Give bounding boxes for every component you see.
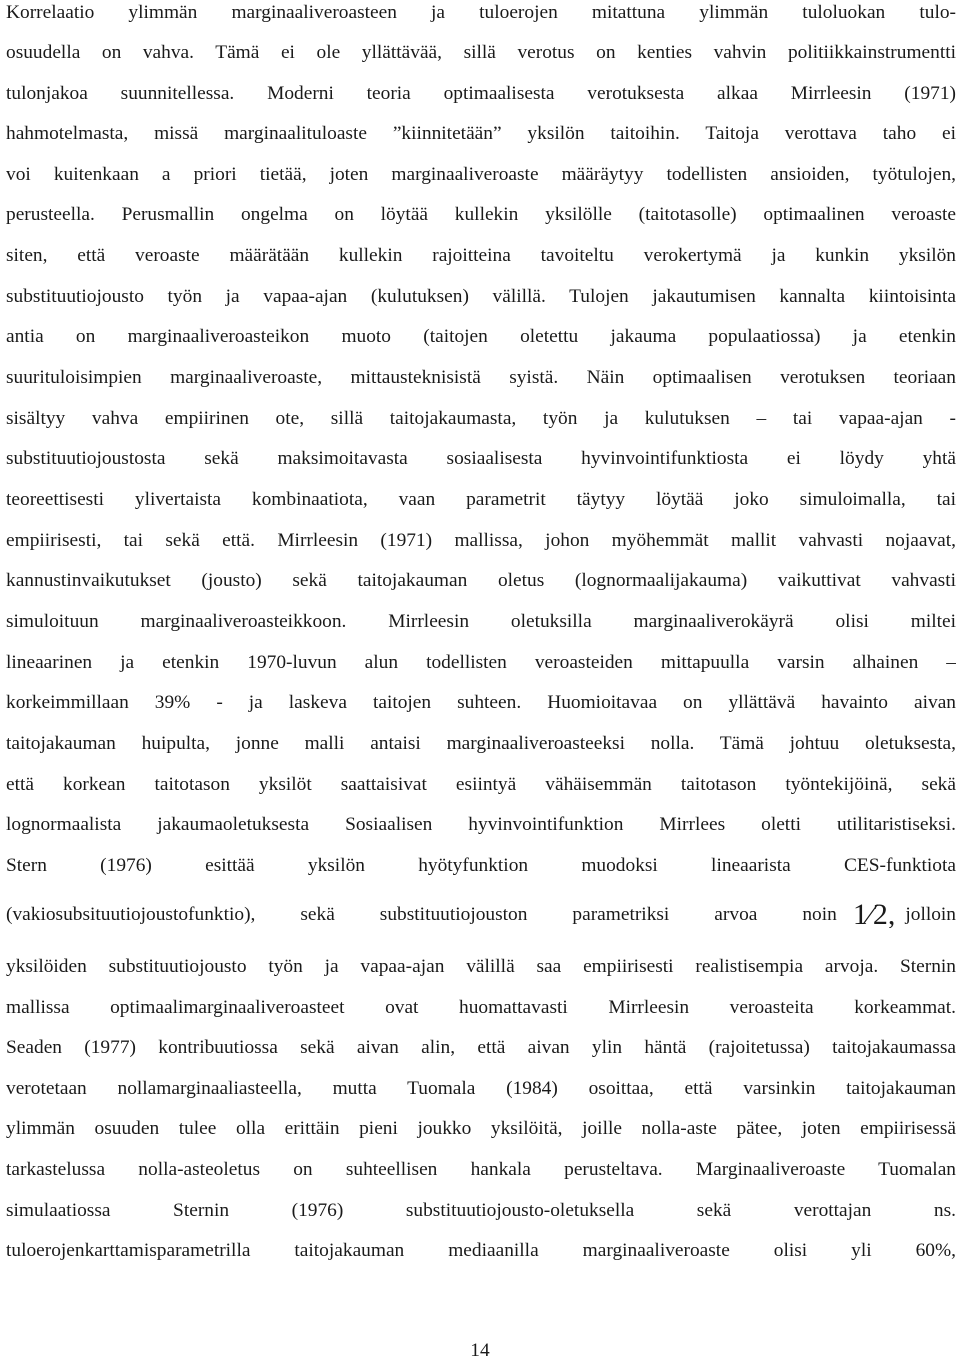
fraction-line <box>6 902 956 928</box>
text-line: siten, että veroaste määrätään kullekin rajoitteina tavoiteltu verokertymä ja kunkin yksilön <box>6 245 956 266</box>
text-line: empiirisesti, tai sekä että. Mirrleesin (1971) mallissa, johon myöhemmät mallit vahvasti nojaavat, <box>6 530 956 551</box>
text-line: substituutiojoustosta sekä maksimoitavasta sosiaalisesta hyvinvointifunktiosta ei löydy yhtä <box>6 448 956 469</box>
text-line: osuudella on vahva. Tämä ei ole yllättävää, sillä verotus on kenties vahvin politiikkainstrumentti <box>6 42 956 63</box>
text-line: substituutiojousto työn ja vapaa-ajan (kulutuksen) välillä. Tulojen jakautumisen kannalta kiintoisinta <box>6 286 956 307</box>
text-line: Seaden (1977) kontribuutiossa sekä aivan alin, että aivan ylin häntä (rajoitetussa) taitojakaumassa <box>6 1037 956 1058</box>
text-line: voi kuitenkaan a priori tietää, joten marginaaliveroaste määräytyy todellisten ansioiden, työtulojen, <box>6 164 956 185</box>
text-line: ylimmän osuuden tulee olla erittäin pieni joukko yksilöitä, joille nolla-aste pätee, joten empiirisessä <box>6 1118 956 1139</box>
text-line: kannustinvaikutukset (jousto) sekä taitojakauman oletus (lognormaalijakauma) vaikuttivat vahvasti <box>6 570 956 591</box>
text-line-start: (vakiosubsituutiojoustofunktio), sekä substituutiojouston parametriksi arvoa noin <box>6 904 837 925</box>
text-line: verotetaan nollamarginaaliasteella, mutta Tuomala (1984) osoittaa, että varsinkin taitojakauman <box>6 1078 956 1099</box>
text-line: tulonjakoa suunnitellessa. Moderni teoria optimaalisesta verotuksesta alkaa Mirrleesin (1971) <box>6 83 956 104</box>
text-line: tarkastelussa nolla-asteoletus on suhteellisen hankala perusteltava. Marginaaliveroaste Tuomalan <box>6 1159 956 1180</box>
text-line: Korrelaatio ylimmän marginaaliveroasteen ja tuloerojen mitattuna ylimmän tuloluokan tulo- <box>6 2 956 23</box>
text-line: taitojakauman huipulta, jonne malli antaisi marginaaliveroasteeksi nolla. Tämä johtuu oletuksesta, <box>6 733 956 754</box>
text-line: korkeimmillaan 39% - ja laskeva taitojen suhteen. Huomioitavaa on yllättävä havainto aivan <box>6 692 956 713</box>
text-line: simuloituun marginaaliveroasteikkoon. Mirrleesin oletuksilla marginaaliverokäyrä olisi miltei <box>6 611 956 632</box>
text-line: mallissa optimaalimarginaaliveroasteet ovat huomattavasti Mirrleesin veroasteita korkeammat. <box>6 997 956 1018</box>
text-line: perusteella. Perusmallin ongelma on löytää kullekin yksilölle (taitotasolle) optimaalinen veroaste <box>6 204 956 225</box>
text-line: tuloerojenkarttamisparametrilla taitojakauman mediaanilla marginaaliveroaste olisi yli 60%, <box>6 1240 956 1261</box>
text-line: lognormaalista jakaumaoletuksesta Sosiaalisen hyvinvointifunktion Mirrlees oletti utilitaristiseksi. <box>6 814 956 835</box>
fraction-one-half: 1⁄2, <box>852 902 896 928</box>
text-line-end: jolloin <box>905 904 956 925</box>
page-number: 14 <box>470 1340 490 1361</box>
text-line: hahmotelmasta, missä marginaalituloaste ”kiinnitetään” yksilön taitoihin. Taitoja verottava taho ei <box>6 123 956 144</box>
text-line: antia on marginaaliveroasteikon muoto (taitojen oletettu jakauma populaatiossa) ja etenkin <box>6 326 956 347</box>
text-line: että korkean taitotason yksilöt saattaisivat esiintyä vähäisemmän taitotason työntekijöinä, sekä <box>6 774 956 795</box>
text-line: simulaatiossa Sternin (1976) substituutiojousto-oletuksella sekä verottajan ns. <box>6 1200 956 1221</box>
text-line: sisältyy vahva empiirinen ote, sillä taitojakaumasta, työn ja kulutuksen – tai vapaa-ajan - <box>6 408 956 429</box>
text-line: Stern (1976) esittää yksilön hyötyfunktion muodoksi lineaarista CES-funktiota <box>6 855 956 876</box>
text-line: yksilöiden substituutiojousto työn ja vapaa-ajan välillä saa empiirisesti realistisempia arvoja. Sternin <box>6 956 956 977</box>
text-line: suurituloisimpien marginaaliveroaste, mittausteknisistä syistä. Näin optimaalisen verotuksen teoriaan <box>6 367 956 388</box>
text-line: lineaarinen ja etenkin 1970-luvun alun todellisten veroasteiden mittapuulla varsin alhainen – <box>6 652 956 673</box>
text-line: teoreettisesti ylivertaista kombinaatiota, vaan parametrit täytyy löytää joko simuloimalla, tai <box>6 489 956 510</box>
